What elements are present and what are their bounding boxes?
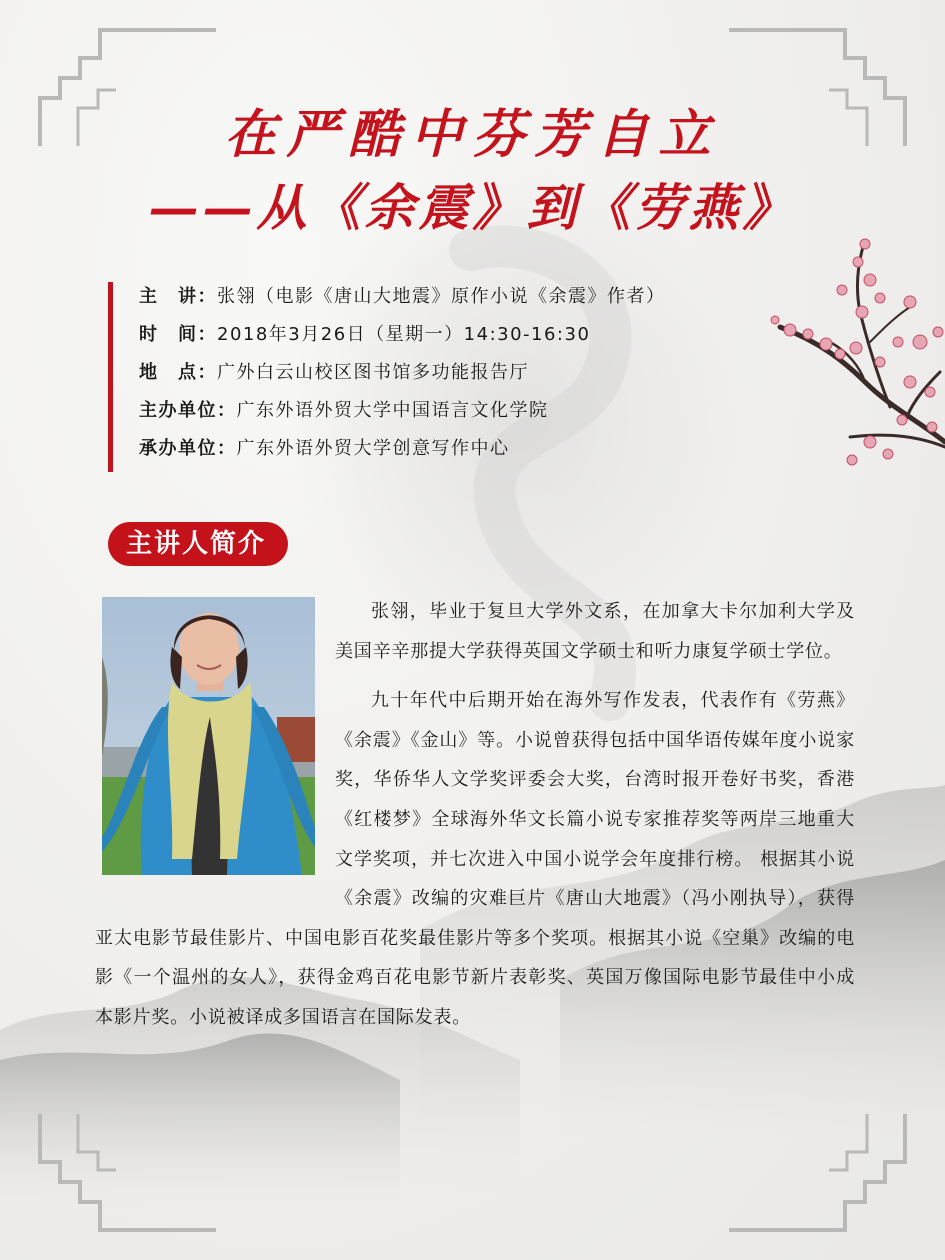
info-value: 2018年3月26日（星期一）14:30-16:30 bbox=[217, 324, 591, 345]
info-value: 张翎（电影《唐山大地震》原作小说《余震》作者） bbox=[217, 286, 666, 307]
info-row-host bbox=[139, 396, 666, 434]
info-value: 广外白云山校区图书馆多功能报告厅 bbox=[217, 362, 529, 383]
info-label: 承办单位： bbox=[139, 438, 237, 459]
bio-paragraph-1: 张翎，毕业于复旦大学外文系，在加拿大卡尔加利大学及美国辛辛那提大学获得英国文学硕士和听力康复学硕士学位。 bbox=[335, 601, 855, 662]
info-label: 地 点： bbox=[139, 362, 217, 383]
event-info bbox=[108, 282, 666, 472]
info-row-location bbox=[139, 358, 666, 396]
title-line-1: 在严酷中芬芳自立 bbox=[224, 104, 721, 165]
info-row-organizer bbox=[139, 434, 666, 472]
info-label: 主办单位： bbox=[139, 400, 237, 421]
info-label: 主 讲： bbox=[139, 286, 217, 307]
section-title-badge: 主讲人简介 bbox=[108, 522, 288, 566]
info-row-time bbox=[139, 320, 666, 358]
speaker-biography bbox=[95, 592, 855, 1048]
info-row-speaker bbox=[139, 282, 666, 320]
bio-paragraph-2: 九十年代中后期开始在海外写作发表，代表作有《劳燕》《余震》《金山》等。小说曾获得包括中国华语传媒年度小说家奖，华侨华人文学奖评委会大奖，台湾时报开卷好书奖，香港《红楼梦》全球海外华文长篇小说专家推荐奖等两岸三地重大文学奖项，并七次进入中国小说学会年度排行榜。 根据其小说《余震》改编的灾难巨片《唐山大地震》（冯小刚执导），获得亚太电影节最佳影片、中国电影百花奖最佳影片等多个奖项。根据其小说《空巢》改编的电影《一个温州的女人》，获得金鸡百花电影节新片表彰奖、英国万像国际电影节最佳中小成本影片奖。小说被译成多国语言在国际发表。 bbox=[95, 690, 855, 1028]
plum-blossom-branch bbox=[770, 232, 945, 477]
info-label: 时 间： bbox=[139, 324, 217, 345]
title-line-2: ——从《余震》到《劳燕》 bbox=[148, 178, 797, 237]
info-value: 广东外语外贸大学中国语言文化学院 bbox=[236, 400, 549, 421]
corner-frame-ornament-bottom-right bbox=[727, 1112, 907, 1232]
portrait-spacer bbox=[95, 592, 335, 914]
corner-frame-ornament-bottom-left bbox=[38, 1112, 218, 1232]
info-value: 广东外语外贸大学创意写作中心 bbox=[236, 438, 510, 459]
